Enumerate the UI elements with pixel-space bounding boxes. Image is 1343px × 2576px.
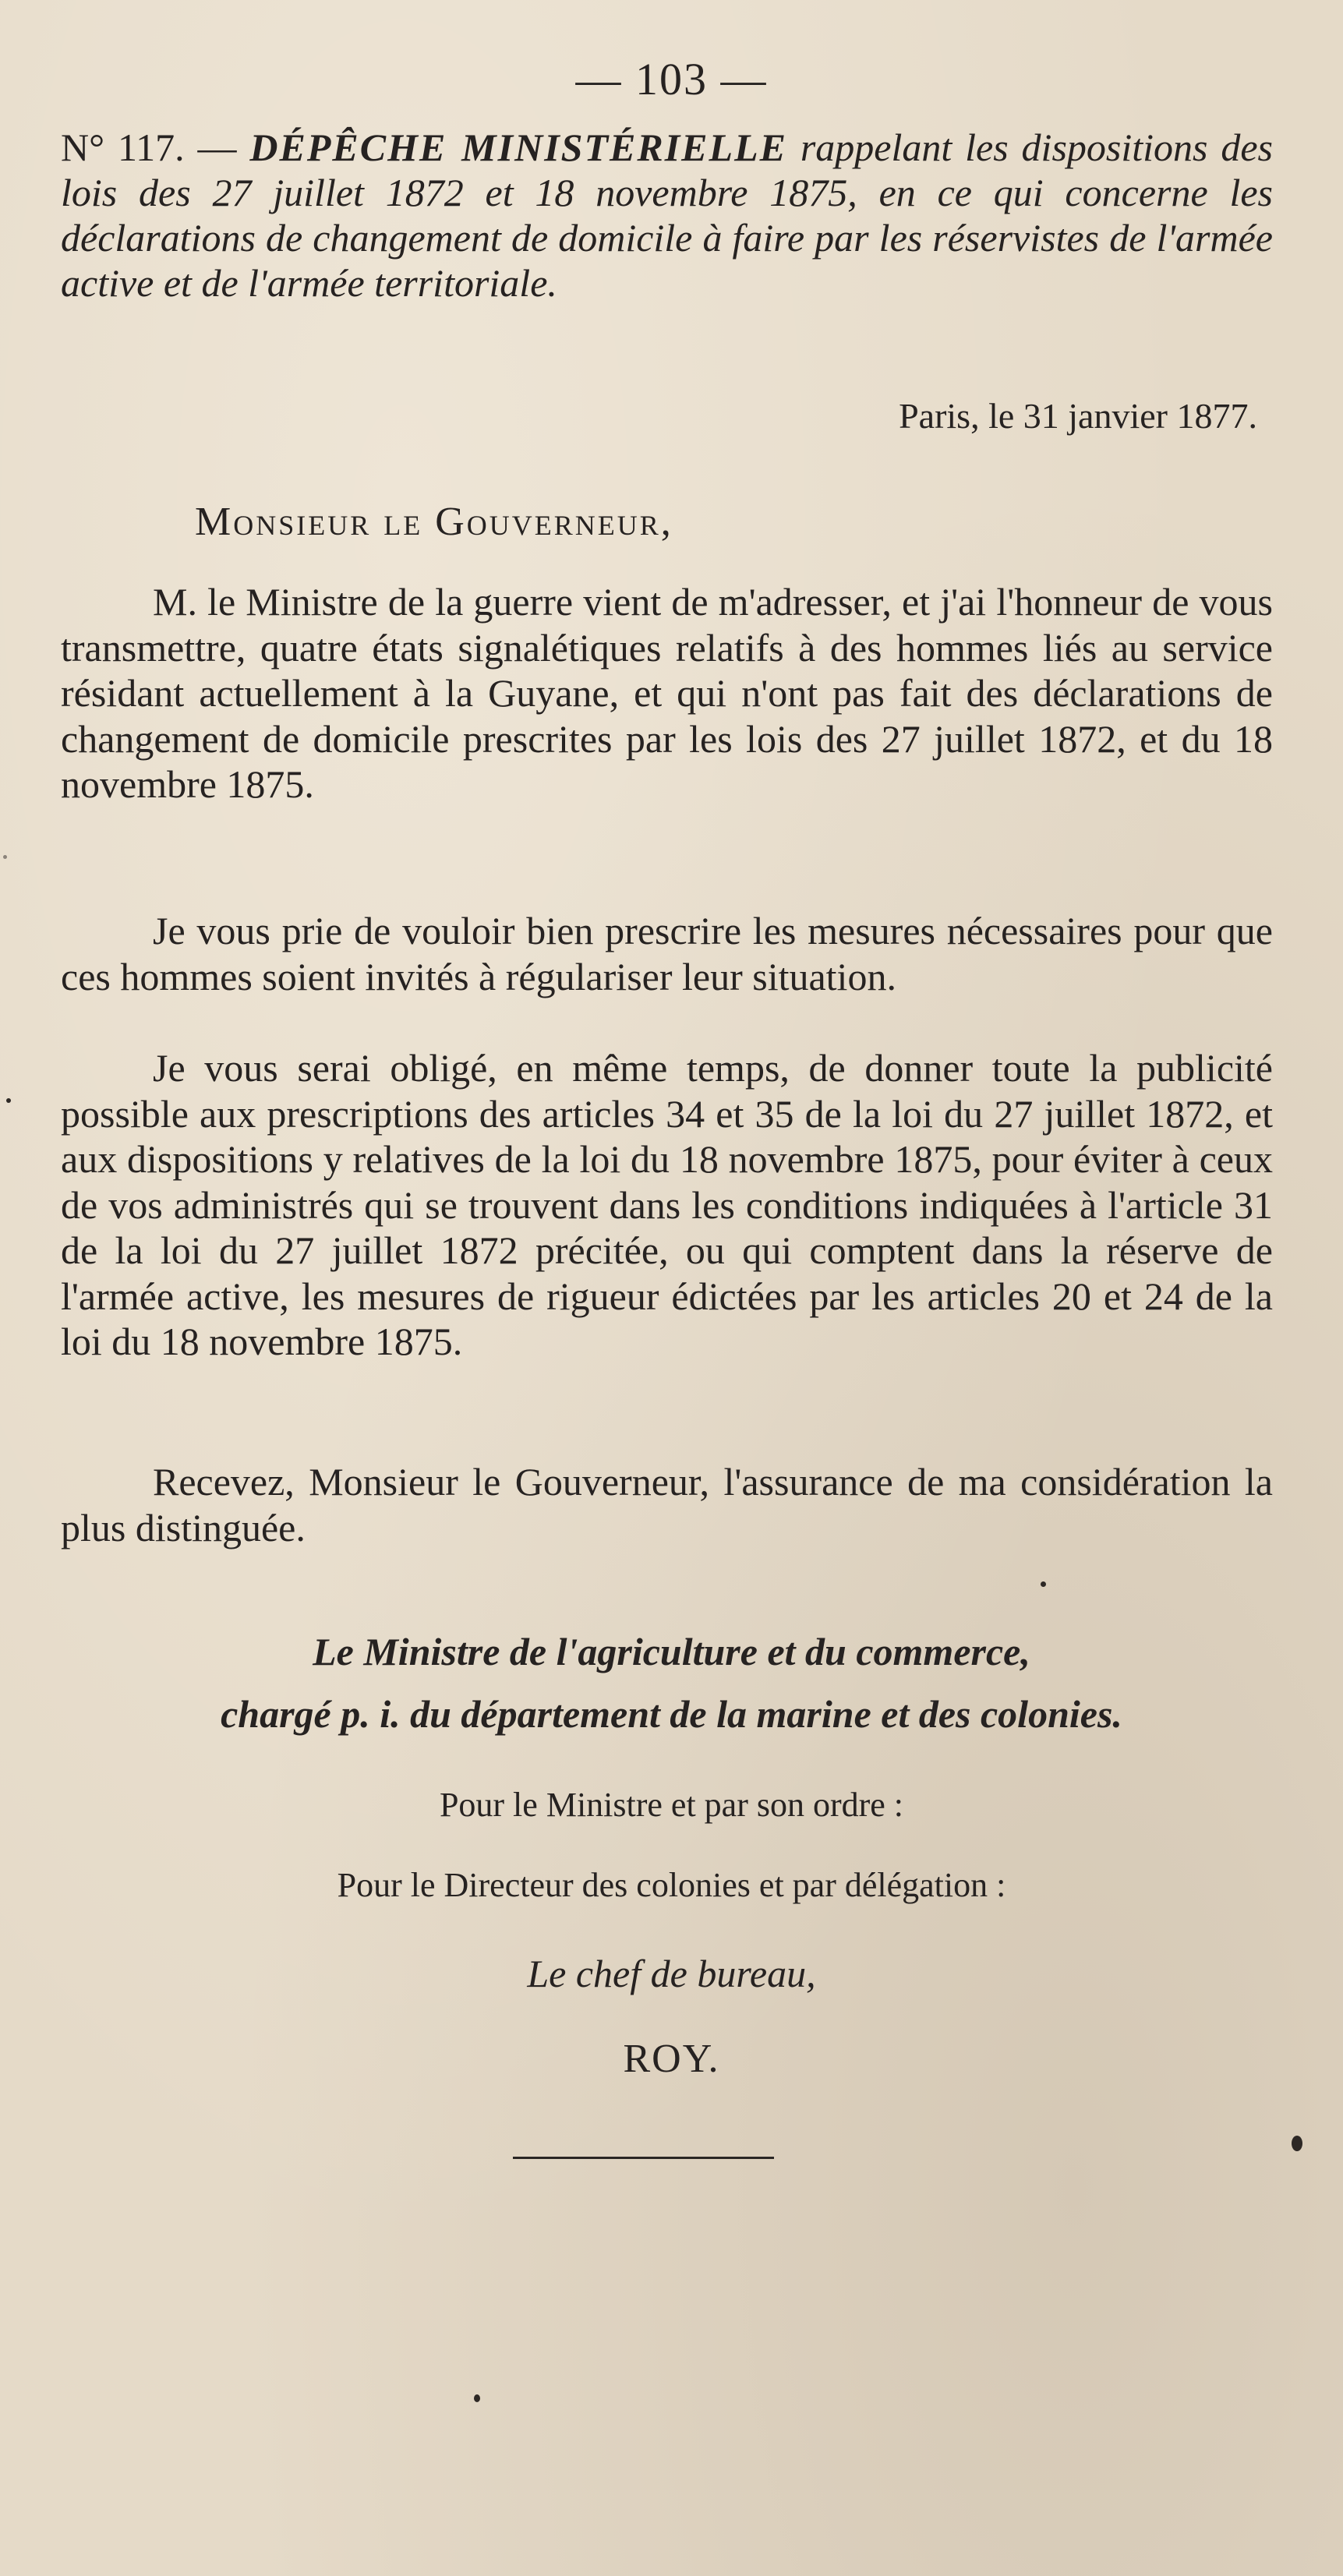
signature-department: chargé p. i. du département de la marine et des colonies. xyxy=(221,1692,1122,1736)
ink-speck xyxy=(1041,1581,1046,1587)
document-heading xyxy=(61,125,1273,306)
signature-minister-title: Le Ministre de l'agriculture et du commerce, xyxy=(313,1630,1030,1673)
ink-speck xyxy=(474,2394,480,2402)
ink-speck xyxy=(3,855,7,859)
signature-name: ROY. xyxy=(623,2037,720,2081)
closing-rule xyxy=(513,2157,774,2159)
page-number: — 103 — xyxy=(575,54,768,104)
document-number: N° 117. — xyxy=(61,125,237,169)
salutation: Monsieur le Gouverneur, xyxy=(195,500,673,544)
body-paragraph-3: Je vous serai obligé, en même temps, de donner toute la publicité possible aux prescriptions des articles 34 et 35 de la loi du 27 juillet 1872, et aux dispositions y relatives de la loi du 18 novembre 1875, pour éviter à ceux de vos administrés qui se trouvent dans les conditions indiquées à l'article 31 de la loi du 27 juillet 1872 précitée, ou qui comptent dans la réserve de l'armée active, les mesures de rigueur édictées par les articles 20 et 24 de la loi du 18 novembre 1875. xyxy=(61,1046,1273,1363)
body-paragraph-4: Recevez, Monsieur le Gouverneur, l'assurance de ma considération la plus distinguée. xyxy=(61,1460,1273,1549)
signature-delegation-line: Pour le Directeur des colonies et par délégation : xyxy=(337,1866,1006,1904)
body-paragraph-1: M. le Ministre de la guerre vient de m'adresser, et j'ai l'honneur de vous transmettre, quatre états signalétiques relatifs à des hommes liés au service résidant actuellement à la Guyane, et qui n'ont pas fait des déclarations de changement de domicile prescrites par les lois des 27 juillet 1872, et du 18 novembre 1875. xyxy=(61,580,1273,806)
body-paragraph-2: Je vous prie de vouloir bien prescrire les mesures nécessaires pour que ces hommes soient invités à régulariser leur situation. xyxy=(61,909,1273,998)
document-description: rappelant les dispositions des lois des 27 juillet 1872 et 18 novembre 1875, en ce qui concerne les déclarations de changement de domicile à faire par les réservistes de l'armée active et de l'armée territoriale. xyxy=(61,125,1274,305)
dateline: Paris, le 31 janvier 1877. xyxy=(899,396,1257,436)
document-title: DÉPÊCHE MINISTÉRIELLE xyxy=(249,125,787,169)
signature-order-line: Pour le Ministre et par son ordre : xyxy=(439,1786,904,1824)
signature-office-title: Le chef de bureau, xyxy=(527,1952,816,1995)
ink-speck xyxy=(1292,2136,1302,2151)
ink-speck xyxy=(6,1098,11,1103)
